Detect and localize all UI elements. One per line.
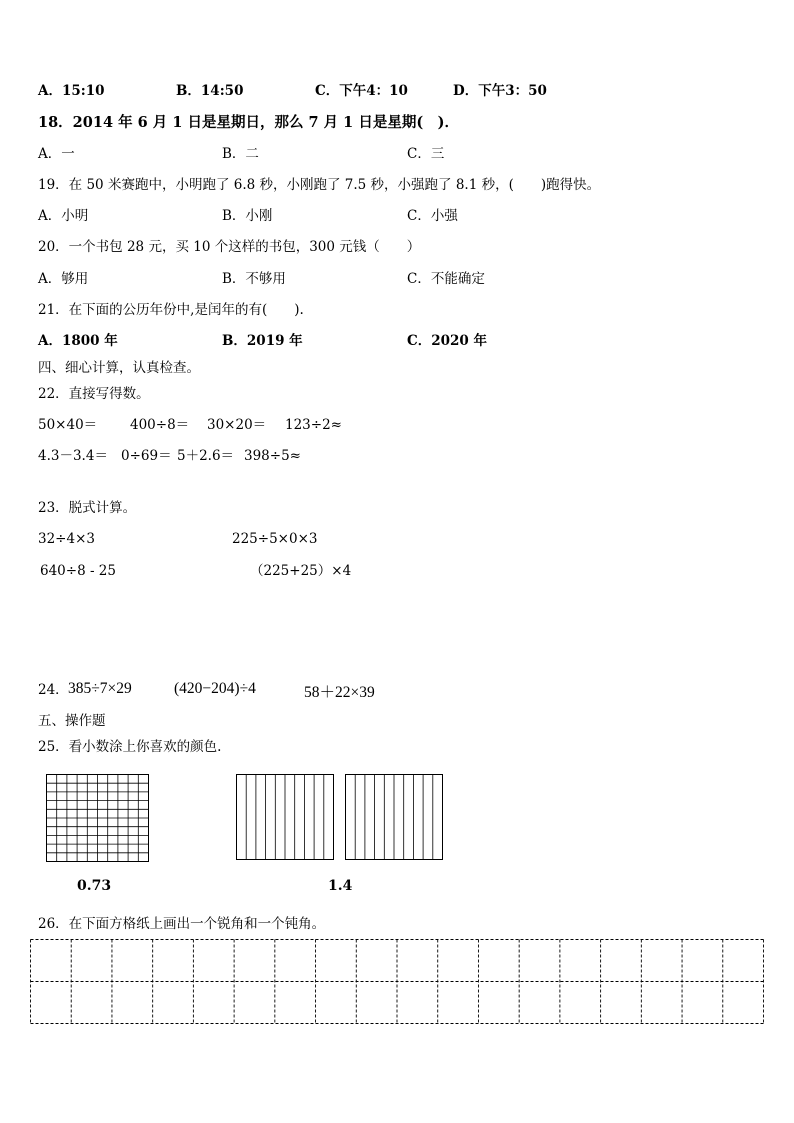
q24-item: (420−204)÷4 [174,680,256,697]
q20-option-a: A．够用 [38,271,89,287]
q23-item: 225÷5×0×3 [232,531,318,547]
q23-item: 32÷4×3 [38,531,95,547]
q18-stem: 18．2014 年 6 月 1 日是星期日，那么 7 月 1 日是星期( )． [38,114,460,131]
q19-option-c: C．小强 [407,208,458,224]
q18-option-b: B．二 [222,146,259,162]
square-grid-paper[interactable] [30,939,764,1025]
q20-option-b: B．不够用 [222,271,286,287]
q17-option-b: B．14:50 [176,83,244,99]
q17-option-c: C．下午4：10 [315,83,408,99]
q22-item: 30×20＝ [207,417,267,433]
q22-item: 0÷69＝ [121,448,172,464]
q21-option-a: A．1800 年 [38,333,118,349]
q24-item: 58＋22×39 [304,684,375,701]
q23-item: （225+25）×4 [250,563,352,579]
q19-option-a: A．小明 [38,208,89,224]
q22-item: 50×40＝ [38,417,98,433]
q19-option-b: B．小刚 [222,208,273,224]
q22-item: 398÷5≈ [244,448,301,464]
q24-label: 24． [38,682,69,698]
q22-item: 5＋2.6＝ [177,448,235,464]
q21-stem: 21．在下面的公历年份中,是闰年的有( ). [38,302,304,318]
q19-stem: 19．在 50 米赛跑中，小明跑了 6.8 秒，小刚跑了 7.5 秒，小强跑了 8.1 秒，( )跑得快。 [38,177,601,193]
section4-heading: 四、细心计算，认真检查。 [38,360,200,376]
q17-option-d: D．下午3：50 [453,83,547,99]
decimal-label-073: 0.73 [77,878,112,894]
q20-option-c: C．不能确定 [407,271,485,287]
q18-option-c: C．三 [407,146,445,162]
q20-stem: 20．一个书包 28 元，买 10 个这样的书包，300 元钱（ ） [38,239,421,255]
q22-item: 123÷2≈ [285,417,342,433]
q26-stem: 26．在下面方格纸上画出一个锐角和一个钝角。 [38,916,326,932]
hundred-grid[interactable] [46,774,149,862]
tenths-strip-right[interactable] [345,774,443,860]
q23-stem: 23．脱式计算。 [38,500,137,516]
q24-item: 385÷7×29 [68,680,132,697]
q22-item: 400÷8＝ [130,417,190,433]
q22-stem: 22．直接写得数。 [38,386,150,402]
q21-option-b: B．2019 年 [222,333,303,349]
q21-option-c: C．2020 年 [407,333,488,349]
q18-option-a: A．一 [38,146,75,162]
q23-item: 640÷8 - 25 [40,563,116,579]
section5-heading: 五、操作题 [38,713,106,729]
q25-stem: 25．看小数涂上你喜欢的颜色. [38,739,222,755]
q22-item: 4.3－3.4＝ [38,448,108,464]
q17-option-a: A．15:10 [38,83,105,99]
tenths-strip-left[interactable] [236,774,334,860]
decimal-label-14: 1.4 [328,878,353,894]
